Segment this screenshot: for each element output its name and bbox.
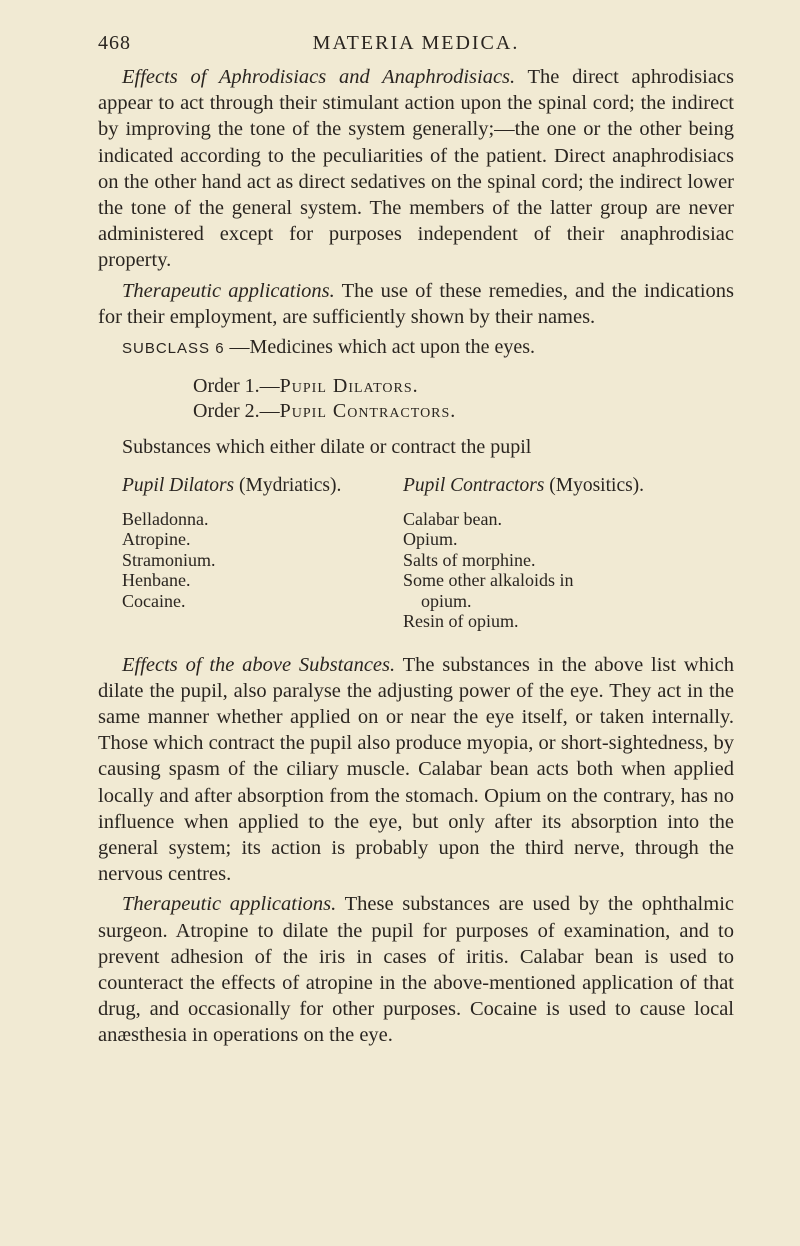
list-item: Calabar bean.	[403, 508, 502, 529]
paragraph-text: The use of these remedies, and the indications for their employment, are sufficiently shown by their names.	[98, 279, 734, 328]
list-item: Henbane.	[122, 570, 191, 591]
list-item: Some other alkaloids in	[403, 570, 574, 591]
page-header	[98, 24, 734, 64]
list-item: Cocaine.	[122, 590, 186, 611]
list-item: Resin of opium.	[403, 611, 519, 632]
paragraph-therapeutic-2	[98, 891, 734, 1048]
dilators-heading: Pupil Dilators (Mydriatics).	[122, 475, 342, 497]
subclass-heading	[98, 334, 734, 362]
paragraph-text: The direct aphrodisiacs appear to act through their stimulant action upon the spinal cord; the indirect by improving the tone of the system generally;—the one or the other being indicated according to the peculiarities of the patient. Direct anaphrodisiacs on the other hand act as direct sedatives on the spinal cord; the indirect lower the tone of the general system. The members of the latter group are never administered except for purposes independent of their anaphrodisiac property.	[98, 66, 735, 272]
paragraph-text: These substances are used by the ophthalmic surgeon. Atropine to dilate the pupil for purposes of examination, and to prevent adhesion of the iris in cases of iritis. Calabar bean is used to counteract the effects of atropine in the above-mentioned application of that drug, and occasionally for other purposes. Cocaine is used to cause local anæsthesia in operations on the eye.	[98, 893, 734, 1047]
paragraph-substance-effects	[98, 652, 734, 888]
list-item: Atropine.	[122, 529, 191, 550]
dilators-list	[122, 509, 395, 612]
orders-list	[98, 374, 734, 424]
contractors-list	[403, 509, 734, 632]
subclass-label: SUBCLASS 6	[122, 340, 225, 358]
paragraph-aphrodisiac-effects	[98, 64, 734, 274]
paragraph-heading: Therapeutic applications.	[122, 893, 337, 916]
paragraph-text: The substances in the above list which dilate the pupil, also paralyse the adjusting power of the eye. They act in the same manner whether applied on or near the eye itself, or taken internally. Those which contract the pupil also produce myopia, or short-sightedness, by causing spasm of the ciliary muscle. Calabar bean acts both when applied locally and after absorption from the stomach. Opium on the contrary, has no influence when applied to the eye, but only after its absorption into the general system; its action is probably upon the third nerve, through the nervous centres.	[98, 653, 734, 886]
list-item: opium.	[421, 590, 472, 611]
list-item: Belladonna.	[122, 508, 209, 529]
order-2: Order 2.—Pupil Contractors.	[193, 400, 457, 423]
substance-columns	[98, 476, 734, 632]
paragraph-heading: Effects of the above Substances.	[122, 653, 396, 676]
paragraph-heading: Effects of Aphrodisiacs and Anaphrodisiacs.	[122, 66, 516, 88]
page-number: 468	[98, 32, 131, 54]
order-1: Order 1.—Pupil Dilators.	[193, 375, 419, 398]
subclass-text: —Medicines which act upon the eyes.	[224, 336, 536, 359]
contractors-column	[395, 476, 734, 632]
list-item: Opium.	[403, 529, 458, 550]
running-title: MATERIA MEDICA.	[312, 32, 520, 54]
dilators-column	[98, 476, 395, 632]
paragraph-heading: Therapeutic applications.	[122, 279, 335, 302]
paragraph-therapeutic-1	[98, 278, 734, 330]
list-item: Salts of morphine.	[403, 549, 536, 570]
contractors-heading: Pupil Contractors (Myositics).	[403, 475, 645, 497]
list-item: Stramonium.	[122, 549, 216, 570]
substances-intro: Substances which either dilate or contract the pupil	[122, 436, 532, 459]
